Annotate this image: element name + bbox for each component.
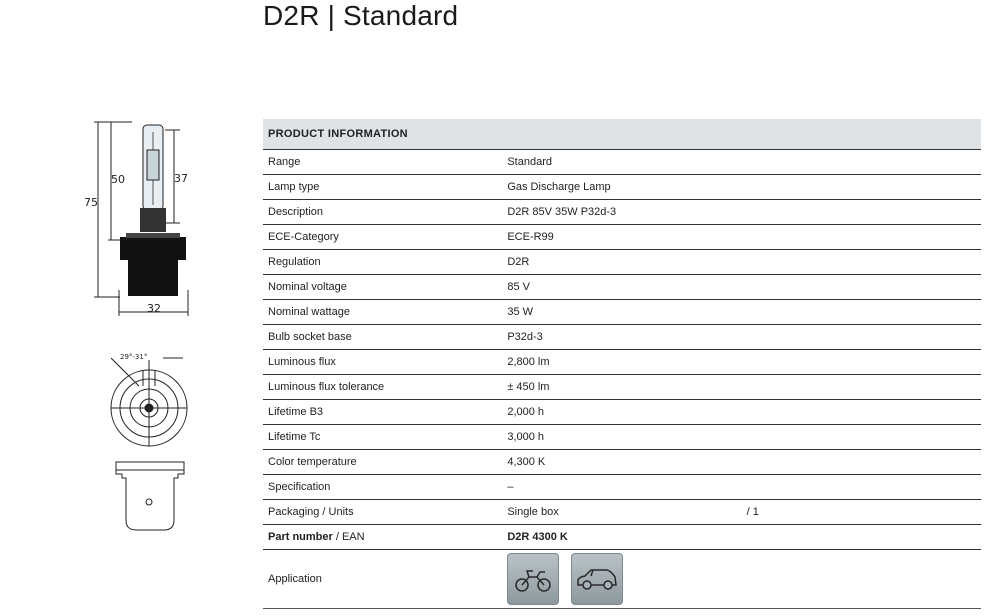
part-number-row [263, 525, 981, 550]
row-value: 3,000 h [502, 425, 741, 450]
row-label: Range [263, 150, 502, 175]
row-value: 2,000 h [502, 400, 741, 425]
table-row [263, 200, 981, 225]
row-label: Luminous flux [263, 350, 502, 375]
table-row [263, 350, 981, 375]
table-row [263, 425, 981, 450]
packaging-units: / 1 [742, 500, 981, 525]
table-row [263, 175, 981, 200]
row-value: Standard [502, 150, 741, 175]
ean-label: / EAN [332, 531, 365, 543]
row-label: Bulb socket base [263, 325, 502, 350]
lamp-dimension-drawing [70, 110, 210, 540]
application-label: Application [263, 550, 502, 609]
table-row [263, 225, 981, 250]
part-number-label [263, 525, 502, 550]
technical-drawings [70, 110, 210, 540]
part-number-value: D2R 4300 K [502, 525, 741, 550]
row-value: 85 V [502, 275, 741, 300]
application-icons [507, 553, 736, 605]
row-label: Nominal voltage [263, 275, 502, 300]
row-value: P32d-3 [502, 325, 741, 350]
table-row [263, 475, 981, 500]
row-value: – [502, 475, 741, 500]
table-row [263, 250, 981, 275]
row-label: Color temperature [263, 450, 502, 475]
row-value: ECE-R99 [502, 225, 741, 250]
product-information-table [263, 119, 981, 609]
table-row [263, 400, 981, 425]
motorcycle-icon [507, 553, 559, 605]
row-label: Luminous flux tolerance [263, 375, 502, 400]
row-value: D2R 85V 35W P32d-3 [502, 200, 741, 225]
table-row [263, 150, 981, 175]
dim-label-37: 37 [174, 172, 188, 185]
row-label: Description [263, 200, 502, 225]
row-label: Regulation [263, 250, 502, 275]
row-label: Lifetime Tc [263, 425, 502, 450]
table-row [263, 275, 981, 300]
row-value: D2R [502, 250, 741, 275]
table-header-row [263, 119, 981, 150]
dim-label-angle: 29°-31° [120, 353, 148, 361]
dim-label-32: 32 [147, 302, 161, 315]
table-heading: PRODUCT INFORMATION [263, 119, 981, 150]
part-number-label-bold: Part number [268, 531, 333, 543]
row-value: Gas Discharge Lamp [502, 175, 741, 200]
table-row [263, 325, 981, 350]
packaging-value: Single box [502, 500, 741, 525]
row-label: ECE-Category [263, 225, 502, 250]
packaging-label: Packaging / Units [263, 500, 502, 525]
packaging-row [263, 500, 981, 525]
row-label: Lifetime B3 [263, 400, 502, 425]
car-icon [571, 553, 623, 605]
row-label: Specification [263, 475, 502, 500]
dim-label-50: 50 [111, 173, 125, 186]
table-row [263, 300, 981, 325]
table-row [263, 450, 981, 475]
row-label: Lamp type [263, 175, 502, 200]
row-value: 4,300 K [502, 450, 741, 475]
application-row [263, 550, 981, 609]
table-row [263, 375, 981, 400]
row-value: ± 450 lm [502, 375, 741, 400]
row-value: 2,800 lm [502, 350, 741, 375]
application-icons-cell [502, 550, 741, 609]
row-value: 35 W [502, 300, 741, 325]
row-label: Nominal wattage [263, 300, 502, 325]
dim-label-75: 75 [84, 196, 98, 209]
page-title: D2R | Standard [263, 0, 459, 31]
